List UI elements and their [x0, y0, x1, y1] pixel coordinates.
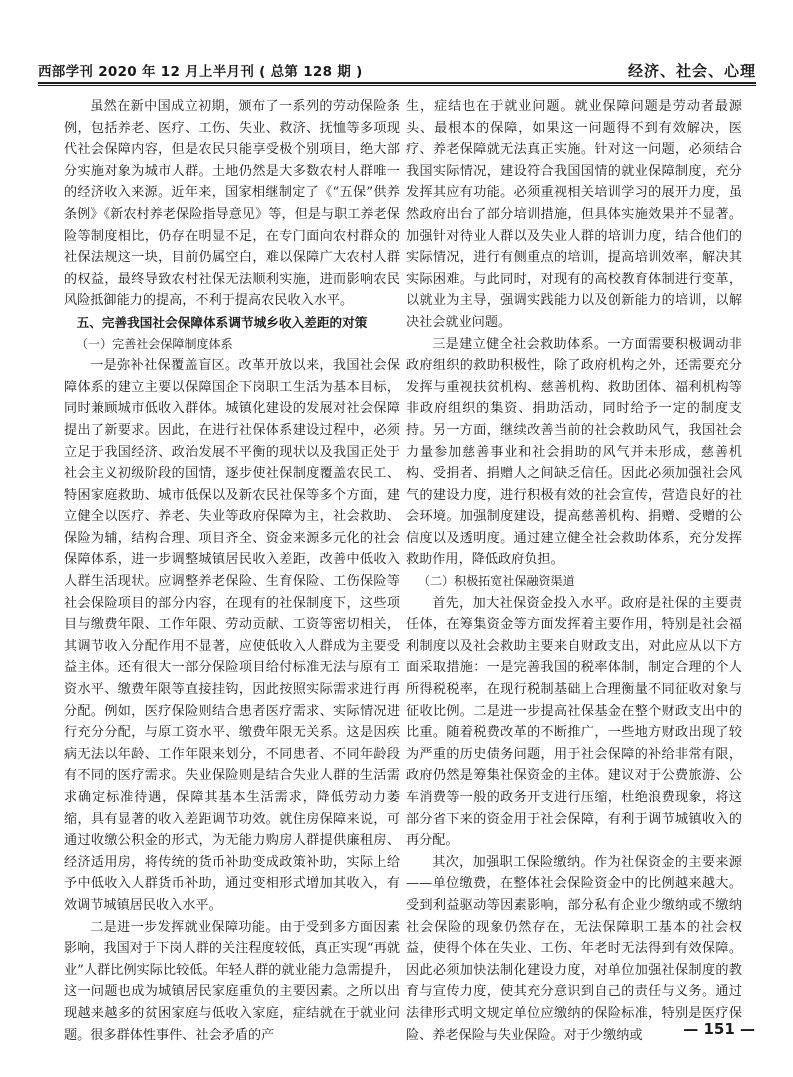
- subsection-heading: （二）积极拓宽社保融资渠道: [418, 574, 575, 589]
- left-column: [64, 96, 400, 1046]
- right-column: [406, 96, 742, 1046]
- header-rule-thin: [38, 85, 756, 86]
- page-number: — 151 —: [683, 1020, 755, 1038]
- paragraph: 首先，加大社保资金投入水平。政府是社保的主要责任体，在筹集资金等方面发挥着主要作用，特别是社会福利制度以及社会救助主要来自财政支出，对此应从以下方面采取措施：一是完善我国的税率体制，制定合理的个人所得税税率，在现行税制基础上合理衡量不同征收对象与征收比例。二是进一步提高社保基金在整个财政支出中的比重。随着税费改革的不断推广，一些地方财政出现了较为严重的历史债务问题，用于社会保障的补给非常有限，政府仍然是筹集社保资金的主体。建议对于公费旅游、公车消费等一般的政务开支进行压缩，杜绝浪费现象，将这部分省下来的资金用于社会保障，有利于调节城镇收入的再分配。: [406, 595, 742, 849]
- header-rule: [38, 82, 756, 84]
- paragraph: 二是进一步发挥就业保障功能。由于受到多方面因素影响，我国对于下岗人群的关注程度较低，真正实现“再就业”人群比例实际比较低。年轻人群的就业能力急需提升，这一问题也成为城镇居民家庭重负的主要因素。之所以出现越来越多的贫困家庭与低收入家庭，症结就在于就业问题。很多群体性事件、社会矛盾的产: [64, 919, 400, 1043]
- paragraph: 其次，加强职工保险缴纳。作为社保资金的主要来源——单位缴费，在整体社会保险资金中的比例越来越大。受到利益驱动等因素影响，部分私有企业少缴纳或不缴纳社会保险的现象仍然存在，无法保障职工基本的社会权益，使得个体在失业、工伤、年老时无法得到有效保障。因此必须加快法制化建设力度，对单位加强社保制度的教育与宣传力度，使其充分意识到自己的责任与义务。通过法律形式明文规定单位应缴纳的保险标准，特别是医疗保险、养老保险与失业保险。对于少缴纳或: [406, 854, 742, 1043]
- running-header: [38, 56, 756, 82]
- paragraph: 一是弥补社保覆盖盲区。改革开放以来，我国社会保障体系的建立主要以保障国企下岗职工生活为基本目标，同时兼顾城市低收入群体。城镇化建设的发展对社会保障提出了新要求。因此，在进行社保体系建设过程中，必须立足于我国经济、政治发展不平衡的现状以及我国正处于社会主义初级阶段的国情，逐步使社保制度覆盖农民工、特困家庭救助、城市低保以及新农民社保等多个方面，建立健全以医疗、养老、失业等政府保障为主，社会救助、保险为辅，结构合理、项目齐全、资金来源多元化的社会保障体系，进一步调整城镇居民收入差距，改善中低收入人群生活现状。应调整养老保险、生育保险、工伤保险等社会保险项目的部分内容，在现有的社保制度下，这些项目与缴费年限、工作年限、劳动贡献、工资等密切相关，其调节收入分配作用不显著，应使低收入人群成为主要受益主体。还有很大一部分保险项目给付标准无法与原有工资水平、缴费年限等直接挂钩，因此按照实际需求进行再分配。例如，医疗保险则结合患者医疗需求、实际情况进行充分分配，与原工资水平、缴费年限无关系。这是因疾病无法以年龄、工作年限来划分，不同患者、不同年龄段有不同的医疗需求。失业保险则是结合失业人群的生活需求确定标准待遇，保障其基本生活需求，降低劳动力萎缩，具有显著的收入差距调节功效。就住房保障来说，可通过收缴公积金的形式，为无能力购房人群提供廉租房、经济适用房，将传统的货币补助变成政策补助，实际上给予中低收入人群货币补助，通过变相形式增加其收入，有效调节城镇居民收入水平。: [64, 358, 400, 913]
- paragraph: 三是建立健全社会救助体系。一方面需要积极调动非政府组织的救助积极性，除了政府机构之外，还需要充分发挥与重视扶贫机构、慈善机构、救助团体、福利机构等非政府组织的集资、捐助活动，同时给予一定的制度支持。另一方面，继续改善当前的社会救助风气，我国社会力量参加慈善事业和社会捐助的风气并未形成，慈善机构、受捐者、捐赠人之间缺乏信任。因此必须加强社会风气的建设力度，进行积极有效的社会宣传，营造良好的社会环境。加强制度建设，提高慈善机构、捐赠、受赠的公信度以及透明度。通过建立健全社会救助体系，充分发挥救助作用，降低政府负担。: [406, 336, 742, 568]
- subsection-heading: （一）完善社会保障制度体系: [76, 336, 233, 351]
- section-heading: 五、完善我国社会保障体系调节城乡收入差距的对策: [76, 314, 368, 330]
- paragraph: 虽然在新中国成立初期，颁布了一系列的劳动保险条例，包括养老、医疗、工伤、失业、救济、抚恤等多项现代社会保障内容，但是农民只能享受极个别项目，绝大部分实施对象为城市人群。土地仍然是大多数农村人群唯一的经济收入来源。近年来，国家相继制定了《“五保”供养条例》《新农村养老保险指导意见》等，但是与职工养老保险等制度相比，仍存在明显不足，在专门面向农村群众的社保法规这一块，目前仍属空白，难以保障广大农村人群的权益，最终导致农村社保无法顺利实施，进而影响农民风险抵御能力的提高，不利于提高农民收入水平。: [64, 99, 400, 309]
- paragraph-continued: 生，症结也在于就业问题。就业保障问题是劳动者最源头、最根本的保障，如果这一问题得不到有效解决，医疗、养老保障就无法真正实施。针对这一问题，必须结合我国实际情况，建设符合我国国情的就业保障制度，充分发挥其应有功能。必须重视相关培训学习的展开力度，虽然政府出台了部分培训措施，但具体实施效果并不显著。加强针对待业人群以及失业人群的培训力度，结合他们的实际情况，进行有侧重点的培训，提高培训效率，解决其实际困难。与此同时，对现有的高校教育体制进行变革，以就业为主导，强调实践能力以及创新能力的培训，以解决社会就业问题。: [406, 99, 742, 330]
- journal-title: 西部学刊 2020 年 12 月上半月刊 ( 总第 128 期 ): [38, 64, 363, 80]
- section-tag: 经济、社会、心理: [627, 62, 756, 80]
